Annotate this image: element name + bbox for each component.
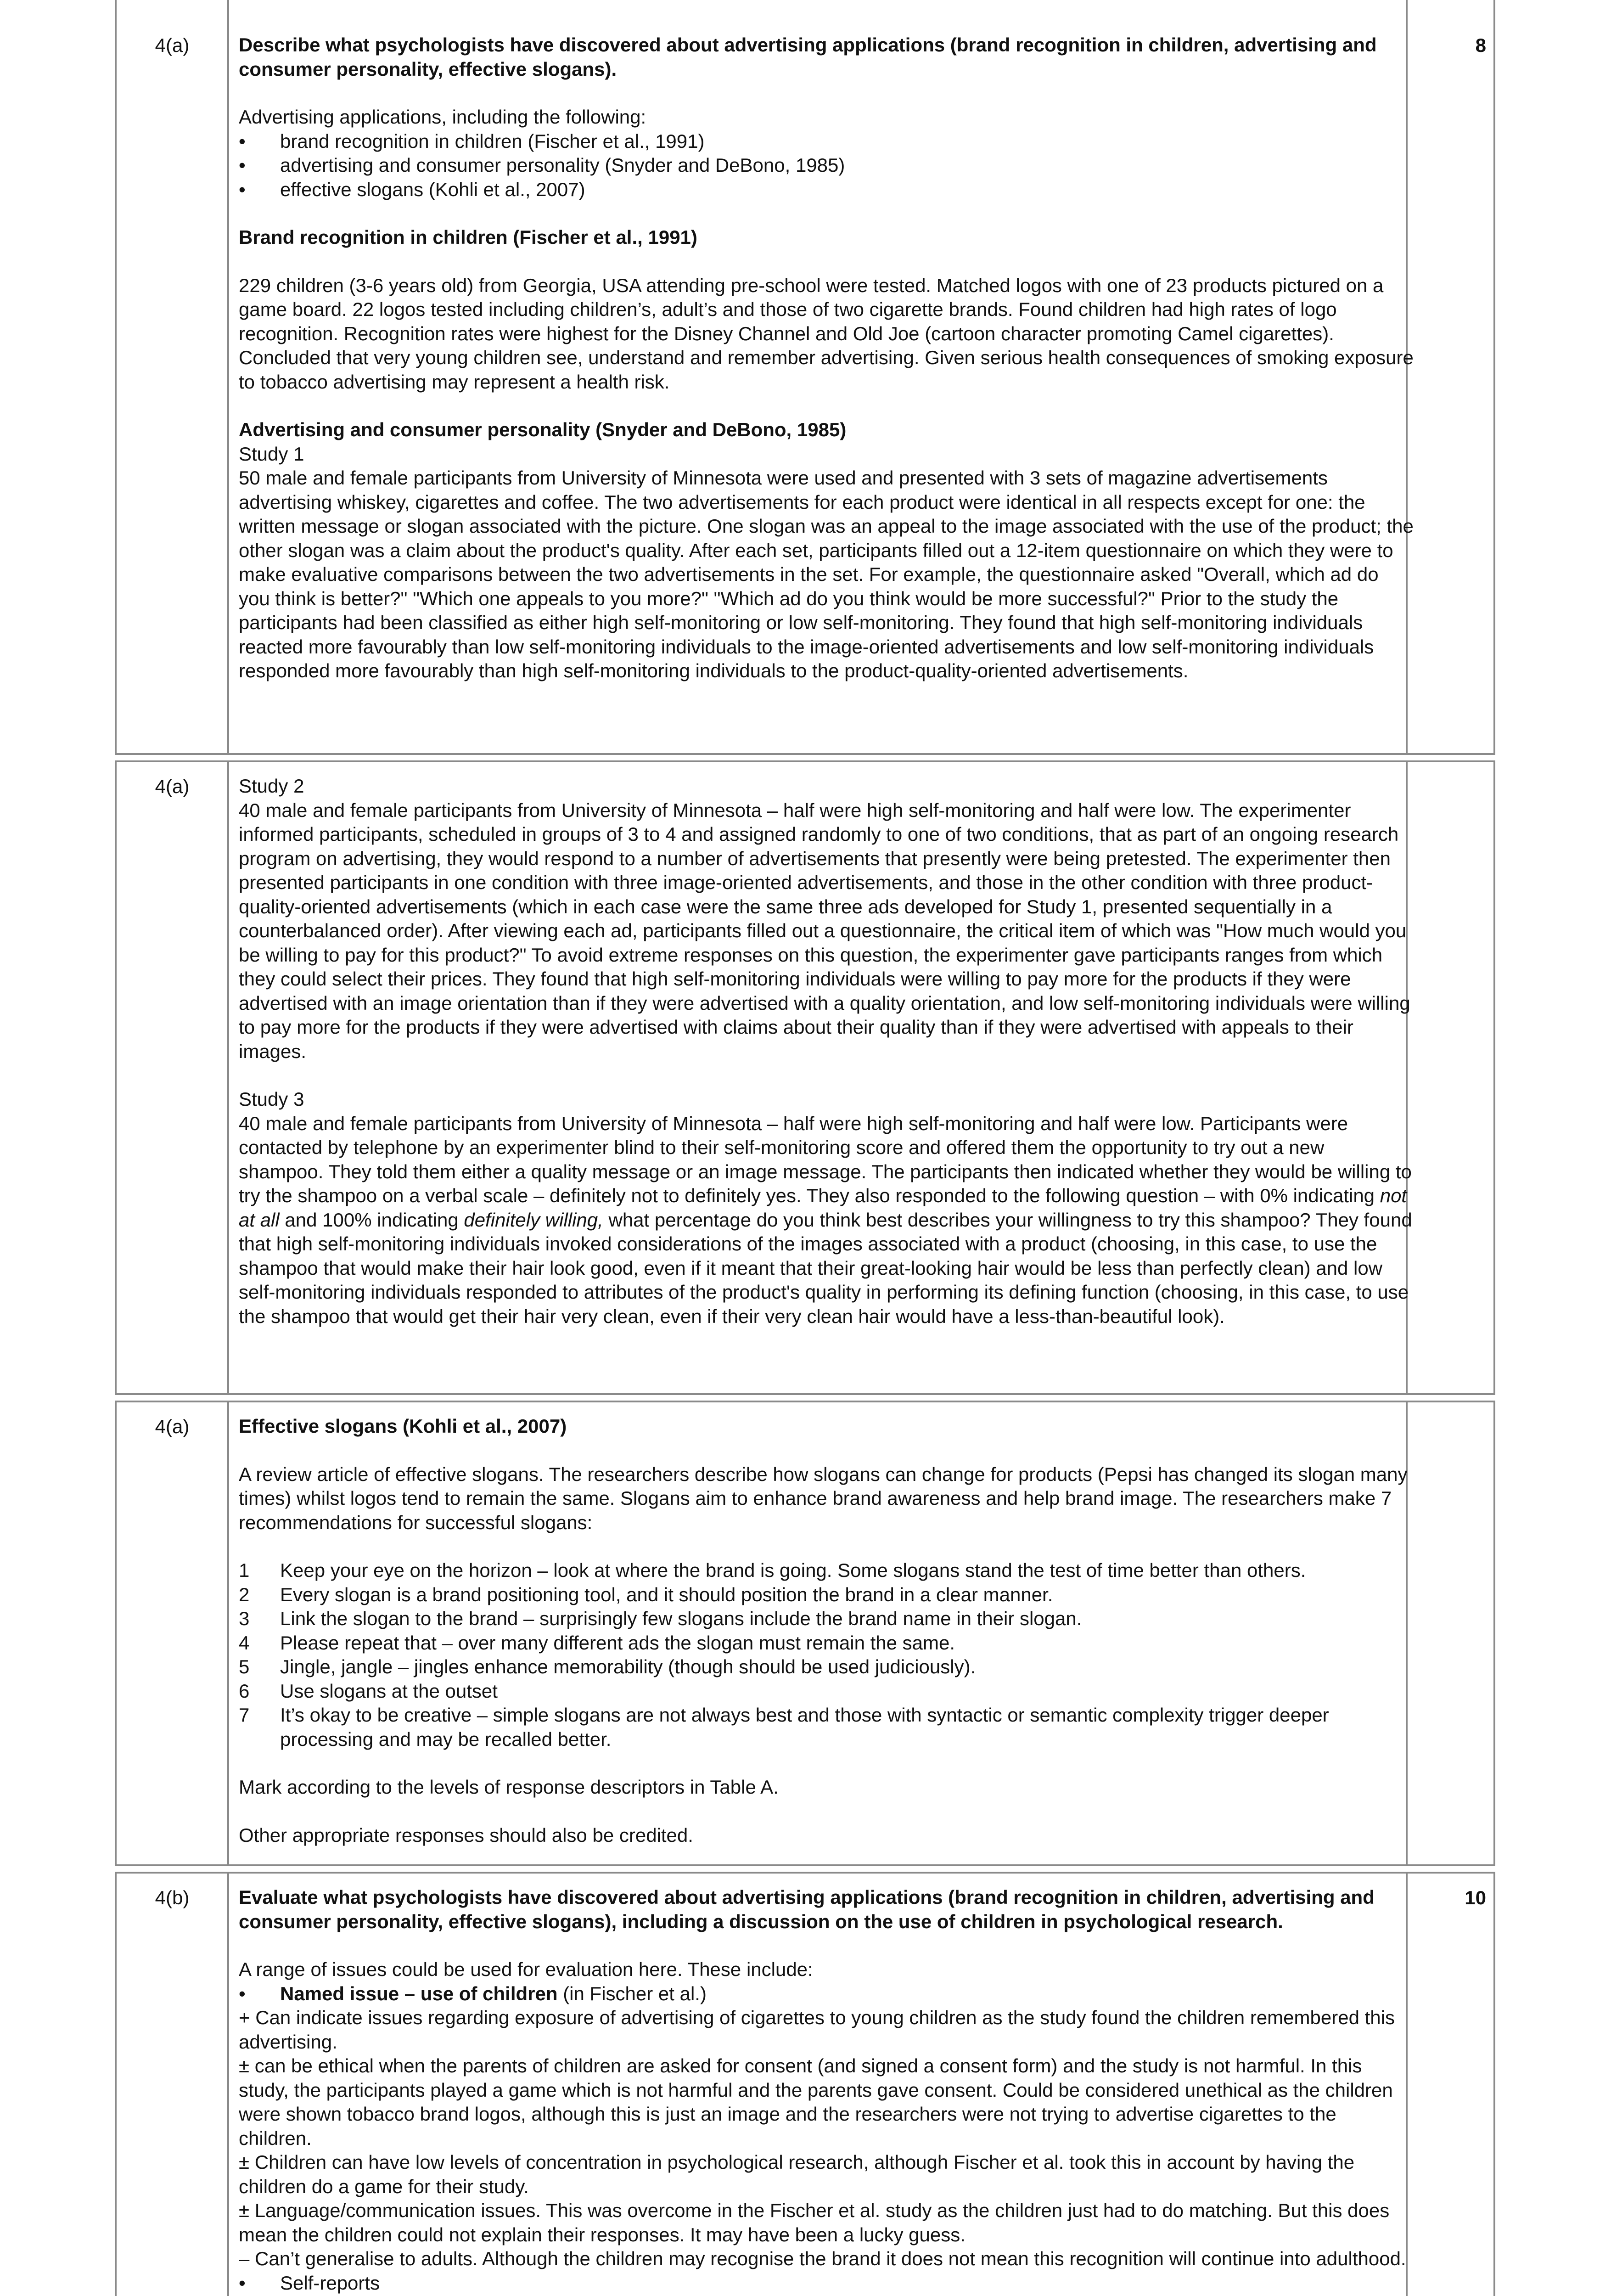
table-border-right [1493, 0, 1495, 753]
table-border-right [1493, 1872, 1495, 2296]
question-text: Describe what psychologists have discovered about advertising applications (brand recognition in children, advertising and consumer personality, effective slogans). [239, 34, 1377, 80]
answer-content [239, 1414, 1414, 1847]
row-4a-part2 [115, 760, 1495, 1393]
list-item: 3 Link the slogan to the brand – surprisingly few slogans include the brand name in their slogan. [239, 1608, 1082, 1629]
named-issue-list [239, 1982, 1414, 2006]
answer-content [239, 33, 1414, 683]
paragraph: 40 male and female participants from University of Minnesota – half were high self-monitoring and half were low. The experimenter informed participants, scheduled in groups of 3 to 4 and assigned randomly to one of two conditions, that as part of an ongoing research program on advertising, they would respond to a number of advertisements that presently were being pretested. The experimenter then presented participants in one condition with three image-oriented advertisements, and those in the other condition with three product-quality-oriented advertisements (which in each case were the same three ads developed for Study 1, presented sequentially in a counterbalanced order). After viewing each ad, participants filled out a questionnaire, the critical item of which was "How much would you be willing to pay for this product?" To avoid extreme responses on this question, the experimenter gave participants ranges from which they could select their prices. They found that high self-monitoring individuals were willing to pay more for the products if they were advertised with an image orientation than if they were advertised with a quality orientation, and low self-monitoring individuals were willing to pay more for the products if they were advertised with claims about their quality than if they were advertised with appeals to their images. [239, 799, 1410, 1062]
application-list [239, 129, 1414, 202]
question-number: 4(a) [155, 776, 190, 797]
recommendation-list [239, 1559, 1414, 1751]
row-divider [115, 753, 1495, 755]
section-heading: Brand recognition in children (Fischer et al., 1991) [239, 226, 697, 248]
section-heading: Effective slogans (Kohli et al., 2007) [239, 1415, 567, 1437]
study-label: Study 1 [239, 443, 304, 465]
list-item: • Self-reports [239, 2271, 1414, 2296]
list-item: 2 Every slogan is a brand positioning tool, and it should position the brand in a clear manner. [239, 1583, 1053, 1605]
intro-text: Advertising applications, including the following: [239, 106, 646, 128]
evaluation-point: ± Language/communication issues. This was overcome in the Fischer et al. study as the children just had to do matching. But this does mean the children could not explain their responses. It may have been a lucky guess. [239, 2200, 1390, 2245]
table-divider-question [227, 1401, 229, 1864]
question-text: Evaluate what psychologists have discovered about advertising applications (brand recognition in children, advertising and consumer personality, effective slogans), including a discussion on the use of children in psychological research. [239, 1886, 1375, 1932]
table-border-right [1493, 760, 1495, 1393]
list-item: • effective slogans (Kohli et al., 2007) [239, 178, 1414, 202]
question-number: 4(b) [155, 1887, 190, 1908]
study-label: Study 3 [239, 1088, 304, 1110]
study-label: Study 2 [239, 775, 304, 797]
answer-content [239, 1885, 1414, 2296]
table-border-left [115, 1401, 117, 1864]
list-item: 4 Please repeat that – over many different ads the slogan must remain the same. [239, 1632, 955, 1654]
other-responses-note: Other appropriate responses should also be credited. [239, 1824, 693, 1846]
paragraph: 50 male and female participants from University of Minnesota were used and presented with 3 sets of magazine advertisements advertising whiskey, cigarettes and coffee. The two advertisements for each product were identical in all respects except for one: the written message or slogan associated with the picture. One slogan was an appeal to the image associated with the use of the product; the other slogan was a claim about the product's quality. After each set, participants filled out a 12-item questionnaire on which they were to make evaluative comparisons between the two advertisements in the set. For example, the questionnaire asked "Overall, which ad do you think is better?" "Which one appeals to you more?" "Which ad do you think would be more successful?" Prior to the study the participants had been classified as either high self-monitoring or low self-monitoring. They found that high self-monitoring individuals reacted more favourably than low self-monitoring individuals to the image-oriented advertisements and low self-monitoring individuals responded more favourably than high self-monitoring individuals to the product-quality-oriented advertisements. [239, 467, 1414, 681]
table-border-left [115, 760, 117, 1393]
mark-note: Mark according to the levels of response descriptors in Table A. [239, 1776, 779, 1798]
list-item: • brand recognition in children (Fischer et al., 1991) [239, 129, 1414, 154]
paragraph: 229 children (3-6 years old) from Georgia, USA attending pre-school were tested. Matched logos with one of 23 products pictured on a game board. 22 logos tested including children’s, adult’s and those of two cigarette brands. Found children had high rates of logo recognition. Recognition rates were highest for the Disney Channel and Old Joe (cartoon character promoting Camel cigarettes). Concluded that very young children see, understand and remember advertising. Given serious health consequences of smoking exposure to tobacco advertising may represent a health risk. [239, 274, 1414, 393]
list-item: • Named issue – use of children (in Fischer et al.) [239, 1982, 1414, 2006]
answer-content [239, 774, 1414, 1328]
question-number: 4(a) [155, 34, 190, 56]
table-divider-question [227, 1872, 229, 2296]
marks-value: 10 [1465, 1887, 1486, 1908]
row-4a-part1 [115, 0, 1495, 753]
row-4a-part3 [115, 1401, 1495, 1864]
row-divider [115, 1393, 1495, 1395]
list-item: 6 Use slogans at the outset [239, 1680, 498, 1702]
table-border-left [115, 0, 117, 753]
row-divider [115, 1864, 1495, 1866]
section-heading: Advertising and consumer personality (Snyder and DeBono, 1985) [239, 419, 847, 440]
evaluation-point: – Can’t generalise to adults. Although the children may recognise the brand it does not mean this recognition will continue into adulthood. [239, 2248, 1406, 2269]
issue-list [239, 2271, 1414, 2296]
list-item: • advertising and consumer personality (Snyder and DeBono, 1985) [239, 153, 1414, 178]
evaluation-point: + Can indicate issues regarding exposure of advertising of cigarettes to young children as the study found the children remembered this advertising. [239, 2007, 1395, 2053]
list-item: 7 It’s okay to be creative – simple slogans are not always best and those with syntactic or semantic complexity trigger deeper processing and may be recalled better. [239, 1704, 1329, 1750]
paragraph: 40 male and female participants from University of Minnesota – half were high self-monitoring and half were low. Participants were contacted by telephone by an experimenter blind to their self-monitoring score and offered them the opportunity to try out a new shampoo. They told them either a quality message or an image message. The participants then indicated whether they would be willing to try the shampoo on a verbal scale – definitely not to definitely yes. They also responded to the following question – with 0% indicating not at all and 100% indicating definitely willing, what percentage do you think best describes your willingness to try this shampoo? They found that high self-monitoring individuals invoked considerations of the images associated with a product (choosing, in this case, to use the shampoo that would make their hair look good, even if it meant that their great-looking hair would be less than perfectly clean) and low self-monitoring individuals responded to attributes of the product's quality in performing its defining function (choosing, in this case, to use the shampoo that would get their hair very clean, even if their very clean hair would have a less-than-beautiful look). [239, 1112, 1412, 1327]
list-item: 5 Jingle, jangle – jingles enhance memorability (though should be used judiciously). [239, 1656, 976, 1677]
table-border-left [115, 1872, 117, 2296]
row-4b [115, 1872, 1495, 2296]
table-divider-question [227, 0, 229, 753]
table-border-right [1493, 1401, 1495, 1864]
marks-value: 8 [1475, 34, 1486, 56]
evaluation-point: ± can be ethical when the parents of children are asked for consent (and signed a consent form) and the study is not harmful. In this study, the participants played a game which is not harmful and the parents gave consent. Could be considered unethical as the children were shown tobacco brand logos, although this is just an image and the researchers were not trying to advertise cigarettes to the children. [239, 2055, 1393, 2149]
question-number: 4(a) [155, 1416, 190, 1437]
evaluation-point: ± Children can have low levels of concentration in psychological research, although Fischer et al. took this in account by having the children do a game for their study. [239, 2151, 1355, 2197]
paragraph: A review article of effective slogans. The researchers describe how slogans can change for products (Pepsi has changed its slogan many times) whilst logos tend to remain the same. Slogans aim to enhance brand awareness and help brand image. The researchers make 7 recommendations for successful slogans: [239, 1463, 1408, 1533]
intro-text: A range of issues could be used for evaluation here. These include: [239, 1958, 813, 1980]
table-divider-question [227, 760, 229, 1393]
list-item: 1 Keep your eye on the horizon – look at where the brand is going. Some slogans stand the test of time better than others. [239, 1559, 1306, 1581]
